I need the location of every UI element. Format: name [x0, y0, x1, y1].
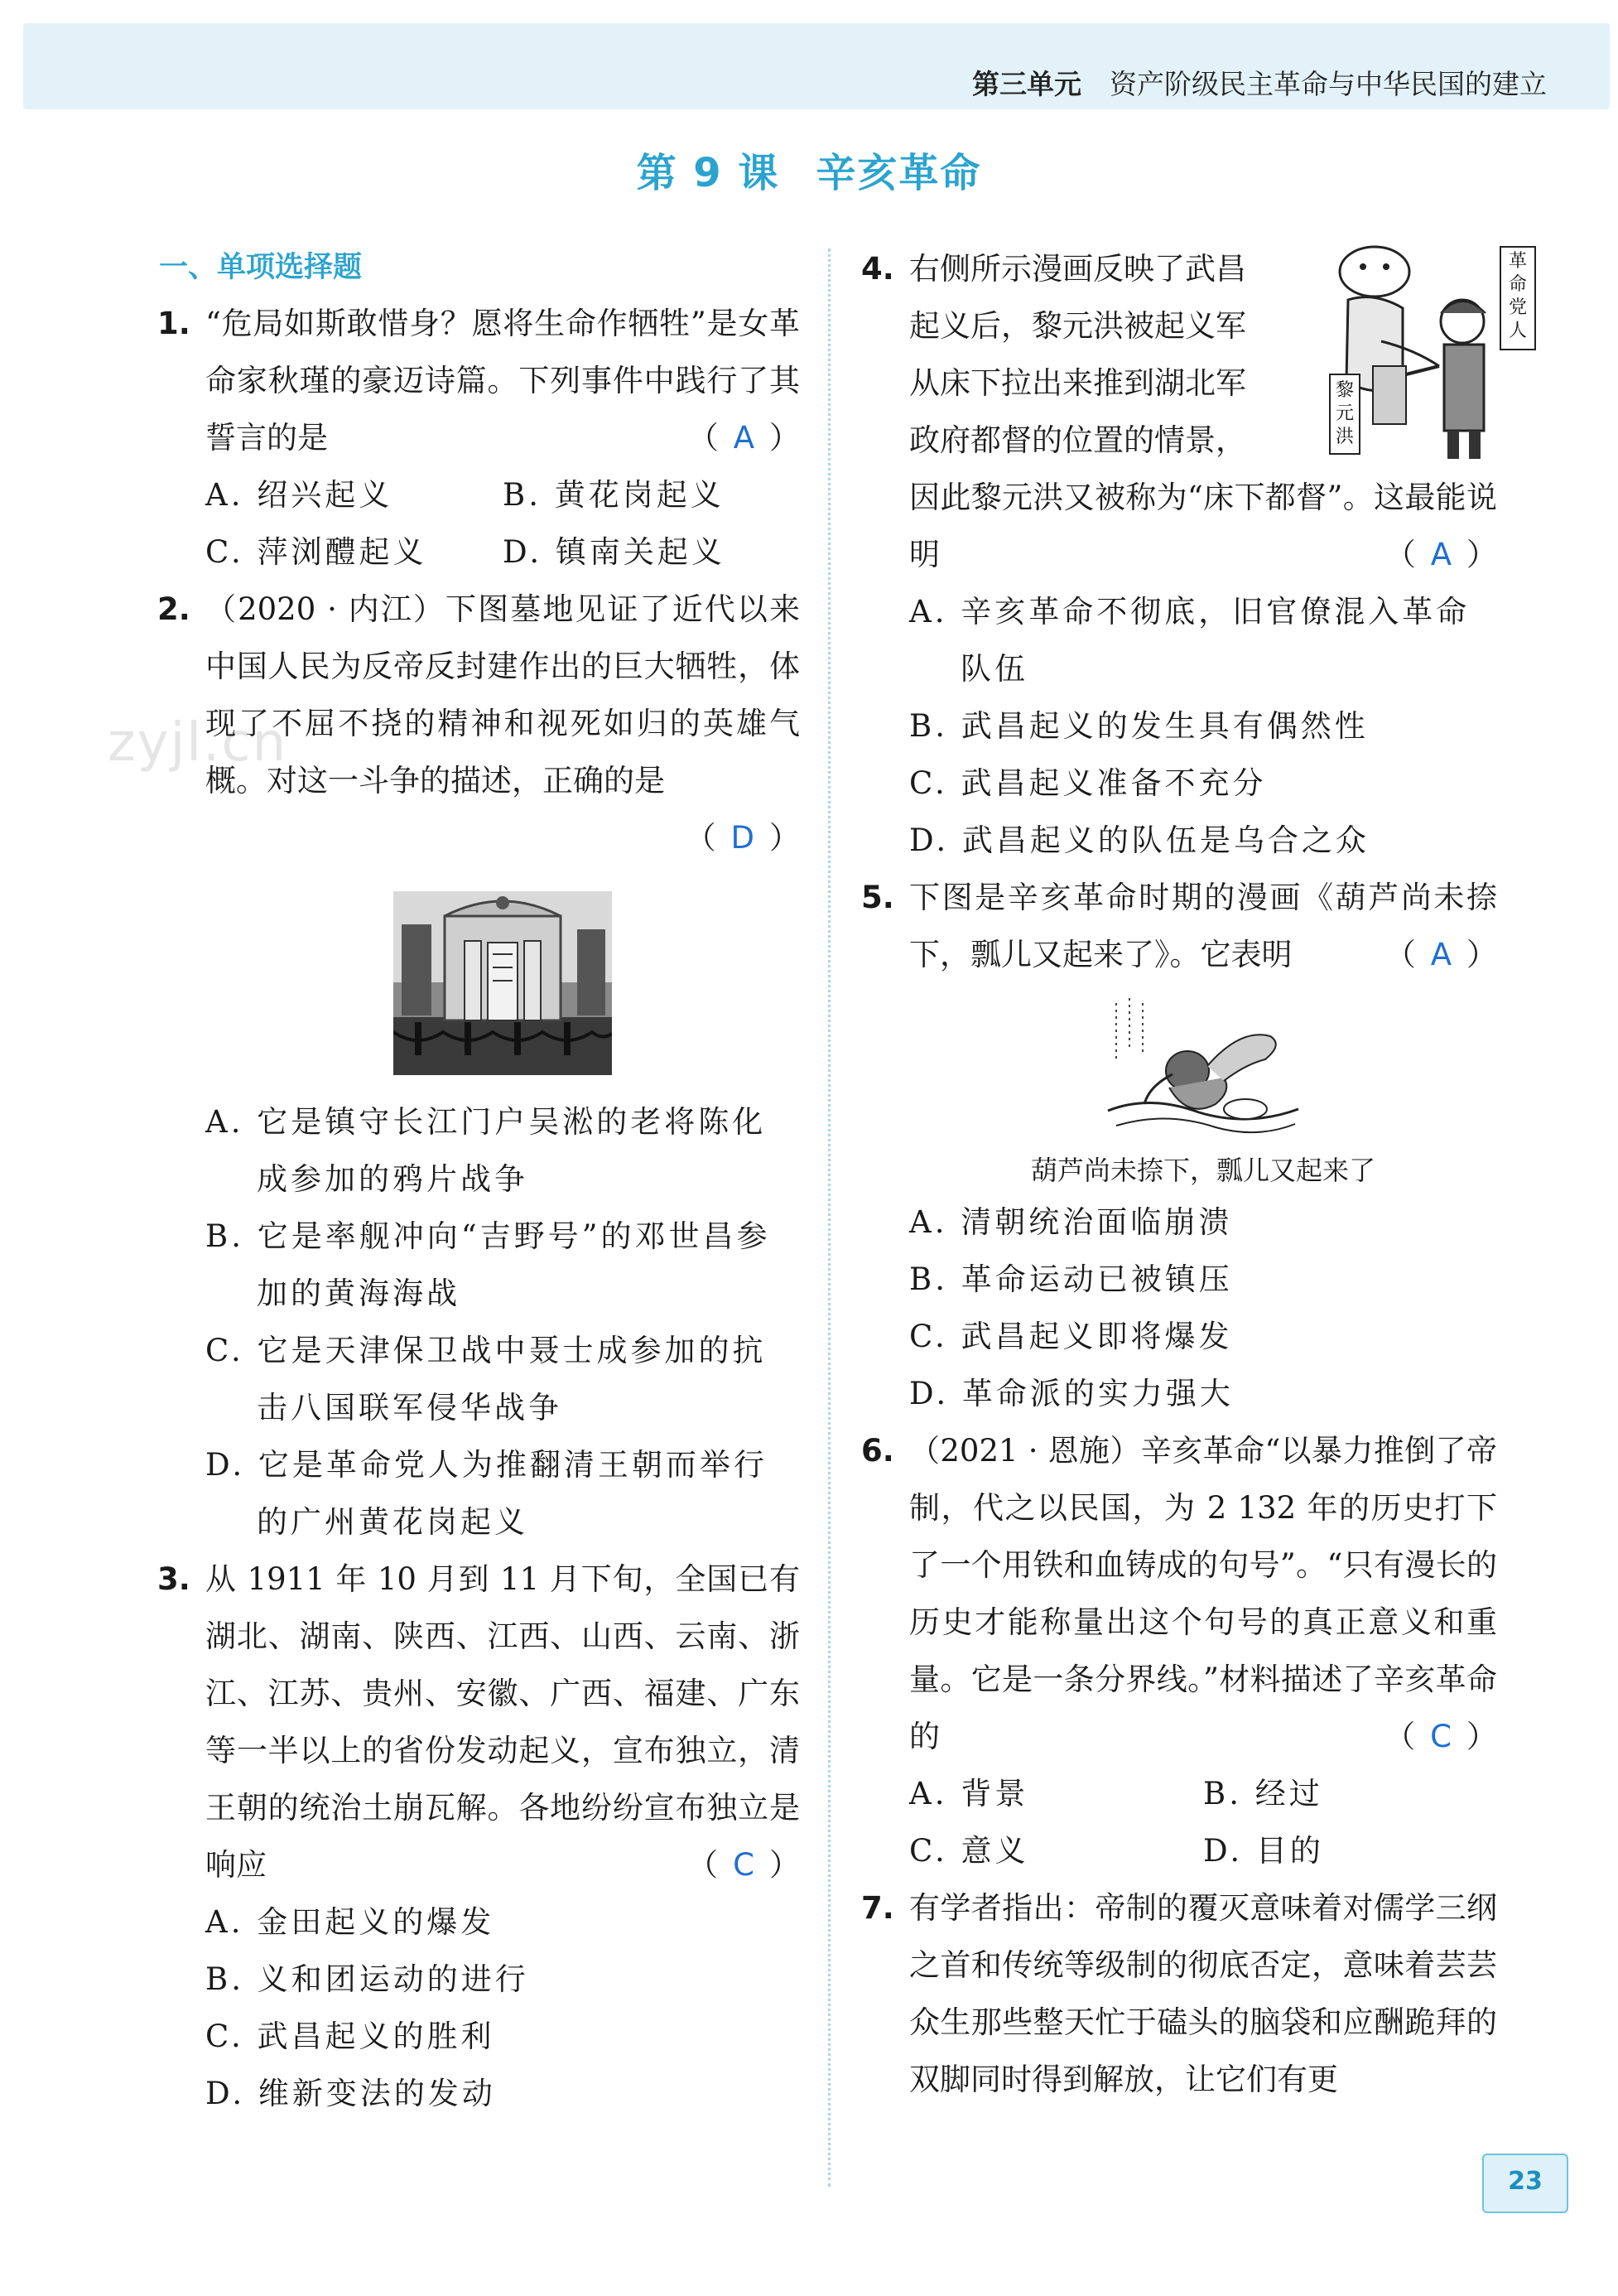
- question-number: 4.: [861, 251, 894, 287]
- lesson-name: 辛亥革命: [816, 150, 982, 196]
- question-stem: [205, 1551, 800, 1893]
- figure-caption: 葫芦尚未捺下，瓢儿又起来了: [1030, 1155, 1375, 1186]
- gourd-cartoon-image: [1100, 995, 1307, 1144]
- option-row: [205, 466, 800, 523]
- gourd-cartoon: [909, 995, 1497, 1144]
- question-2: [157, 581, 800, 1551]
- option-c: C. 武昌起义的胜利: [205, 2019, 495, 2054]
- stem-text: 从 1911 年 10 月到 11 月下旬，全国已有湖北、湖南、陕西、江西、山西、云南、浙江、江苏、贵州、安徽、广西、福建、广东等一半以上的省份发动起义，宣布独立，清王朝的统治土崩瓦解。各地纷纷宣布独立是响应: [205, 1561, 800, 1883]
- lesson-number: 第 9 课: [636, 150, 780, 196]
- cartoon-label-li: 黎: [1335, 380, 1355, 401]
- option-a: A. 它是镇守长江门户吴淞的老将陈化成参加的鸦片战争: [205, 1104, 767, 1197]
- stem-text: （2020 · 内江）下图墓地见证了近代以来中国人民为反帝反封建作出的巨大牺牲，体现了不屈不挠的精神和视死如归的英雄气概。对这一斗争的描述，正确的是: [205, 591, 800, 798]
- answer-letter: D: [730, 820, 754, 856]
- option-a: A. 绍兴起义: [205, 477, 393, 513]
- cartoon-label-party: 革: [1508, 251, 1528, 272]
- option-d: D. 武昌起义的队伍是乌合之众: [909, 822, 1370, 858]
- option-b: B. 武昌起义的发生具有偶然性: [909, 708, 1369, 744]
- svg-text:命: 命: [1508, 274, 1528, 295]
- stem-text: 因此黎元洪又被称为“床下都督”。这最能说明: [909, 480, 1497, 572]
- answer-letter: A: [733, 420, 754, 456]
- question-stem: [205, 295, 800, 466]
- option-b: B. 黄花岗起义: [503, 477, 725, 513]
- option-b: B. 它是率舰冲向“吉野号”的邓世昌参加的黄海海战: [205, 1218, 771, 1311]
- option-d: D. 镇南关起义: [503, 534, 725, 570]
- question-number: 1.: [157, 306, 190, 341]
- option-a: A. 辛亥革命不彻底，旧官僚混入革命队伍: [909, 594, 1471, 687]
- question-4: [861, 240, 1528, 869]
- option-b: B. 经过: [1203, 1776, 1323, 1811]
- question-stem: [909, 1422, 1497, 1765]
- question-number: 6.: [861, 1433, 894, 1469]
- svg-text:洪: 洪: [1335, 427, 1355, 447]
- question-5: [861, 869, 1497, 1422]
- question-number: 7.: [861, 1890, 894, 1926]
- option-c: C. 武昌起义准备不充分: [909, 765, 1267, 801]
- answer-bracket: （ A ）: [1384, 937, 1497, 972]
- svg-text:人: 人: [1508, 321, 1528, 341]
- answer-letter: A: [1430, 537, 1452, 572]
- option-c: C. 武昌起义即将爆发: [909, 1319, 1233, 1354]
- svg-text:党: 党: [1508, 297, 1528, 318]
- option-row: [909, 1765, 1497, 1822]
- option-a: A. 金田起义的爆发: [205, 1904, 495, 1940]
- option-d: D. 革命派的实力强大: [909, 1376, 1234, 1411]
- option-d: D. 目的: [1203, 1833, 1324, 1869]
- stem-rest: [909, 469, 1497, 583]
- question-stem: [909, 869, 1497, 983]
- page-number: 23: [1482, 2154, 1568, 2213]
- answer-bracket: （ C ）: [687, 1847, 800, 1883]
- running-header: [972, 63, 1547, 102]
- option-b: B. 义和团运动的进行: [205, 1961, 529, 1997]
- answer-letter: C: [733, 1847, 754, 1883]
- question-7: [861, 1879, 1497, 2108]
- answer-letter: A: [1430, 937, 1452, 972]
- left-column: [157, 240, 800, 2122]
- answer-bracket: （ A ）: [1384, 537, 1497, 572]
- watermark: zyjl.cn: [108, 712, 288, 774]
- question-number: 3.: [157, 1561, 190, 1597]
- option-c: C. 萍浏醴起义: [205, 534, 427, 570]
- stem-text: “危局如斯敢惜身？愿将生命作牺牲”是女革命家秋瑾的豪迈诗篇。下列事件中践行了其誓言的是: [205, 306, 800, 456]
- stem-lines: [909, 240, 1298, 469]
- unit-label: 第三单元: [972, 68, 1081, 100]
- answer-bracket: （ D ）: [685, 820, 800, 856]
- answer-bracket: （ C ）: [1384, 1719, 1497, 1754]
- section-title: 一、单项选择题: [159, 251, 363, 284]
- question-number: 2.: [157, 591, 190, 627]
- stem-text: （2021 · 恩施）辛亥革命“以暴力推倒了帝制，代之以民国，为 2 132 年的历史打下了一个用铁和血铸成的句号”。“只有漫长的历史才能称量出这个句号的真正意义和重量。它是一条分界线。”材料描述了辛亥革命的: [909, 1433, 1497, 1754]
- bed-governor-cartoon: [1323, 242, 1540, 465]
- option-row: [909, 1822, 1497, 1879]
- memorial-tomb-photo: [205, 891, 800, 1075]
- question-stem: 有学者指出：帝制的覆灭意味着对儒学三纲之首和传统等级制的彻底否定，意味着芸芸众生那些整天忙于磕头的脑袋和应酬跪拜的双脚同时得到解放，让它们有更: [909, 1890, 1497, 2097]
- option-a: A. 清朝统治面临崩溃: [909, 1204, 1233, 1240]
- answer-bracket: （ A ）: [687, 420, 800, 456]
- question-6: [861, 1422, 1497, 1879]
- option-d: D. 它是革命党人为推翻清王朝而举行的广州黄花岗起义: [205, 1447, 768, 1540]
- question-number: 5.: [861, 880, 894, 915]
- stem-line: 从床下拉出来推到湖北军: [909, 365, 1246, 401]
- option-b: B. 革命运动已被镇压: [909, 1261, 1233, 1297]
- question-3: [157, 1551, 800, 2122]
- stem-line: 起义后，黎元洪被起义军: [909, 308, 1246, 344]
- option-c: C. 意义: [909, 1833, 1029, 1869]
- unit-title: 资产阶级民主革命与中华民国的建立: [1110, 68, 1547, 100]
- stem-text: 下图是辛亥革命时期的漫画《葫芦尚未捺下，瓢儿又起来了》。它表明: [909, 880, 1497, 972]
- option-row: [205, 523, 800, 581]
- question-stem: [205, 581, 800, 866]
- stem-line: 政府都督的位置的情景，: [909, 422, 1246, 458]
- stem-line: 右侧所示漫画反映了武昌: [909, 251, 1246, 287]
- option-a: A. 背景: [909, 1776, 1029, 1811]
- option-c: C. 它是天津保卫战中聂士成参加的抗击八国联军侵华战争: [205, 1333, 767, 1425]
- question-1: [157, 295, 800, 581]
- right-column: [861, 240, 1528, 2108]
- question-stem: [909, 240, 1528, 583]
- answer-letter: C: [1430, 1719, 1452, 1754]
- column-divider: [828, 248, 831, 2187]
- lesson-title: [0, 141, 1618, 198]
- option-d: D. 维新变法的发动: [205, 2076, 496, 2111]
- tomb-image: [393, 891, 612, 1075]
- svg-text:元: 元: [1335, 403, 1355, 424]
